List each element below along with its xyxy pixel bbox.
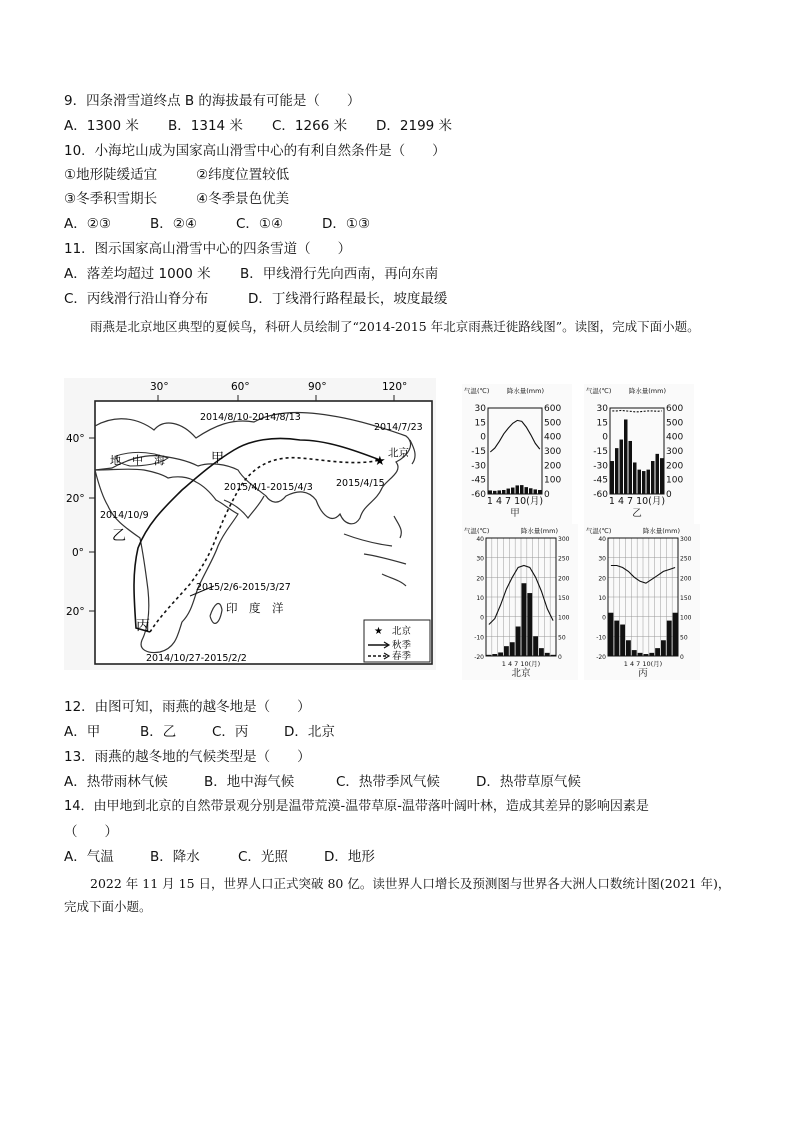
- legend-star-icon: ★: [374, 626, 383, 637]
- q10-statement-2: ②纬度位置较低: [196, 167, 290, 183]
- place-mediterranean: 地 中 海: [110, 454, 165, 467]
- chart_jia-temp-tick: 0: [480, 432, 486, 443]
- q10-statement-1: ①地形陡缓适宜: [64, 167, 158, 183]
- chart_bing-temp-tick: -20: [596, 654, 606, 661]
- q10-option-b[interactable]: B．②④: [150, 216, 197, 232]
- chart_yi-temp-axis-title: 气温(℃): [586, 387, 612, 395]
- q10-option-a[interactable]: A．②③: [64, 216, 111, 232]
- chart_beijing-precip-bar: [533, 636, 538, 656]
- beijing-star-icon: ★: [374, 454, 386, 469]
- q9-option-d[interactable]: D．2199 米: [376, 118, 453, 134]
- chart_bing-precip-bar: [609, 613, 614, 656]
- chart_yi-precip-bar: [624, 419, 628, 494]
- chart_jia-precip-bar: [520, 485, 524, 494]
- chart_beijing-temp-tick: 0: [480, 614, 484, 622]
- chart_jia-precip-tick: 100: [544, 475, 562, 486]
- q9-stem: 9．四条滑雪道终点 B 的海拔最有可能是（ ）: [64, 93, 361, 109]
- chart_beijing-precip-tick: 150: [558, 595, 570, 602]
- chart_bing-precip-axis-title: 降水量(mm): [642, 527, 680, 535]
- chart_jia-temp-tick: -45: [471, 475, 486, 486]
- chart_jia-precip-bar: [489, 490, 493, 494]
- chart_jia-precip-bar: [498, 490, 502, 494]
- q10-statement-3: ③冬季积雪期长: [64, 191, 158, 207]
- q12-option-d[interactable]: D．北京: [284, 724, 335, 740]
- q13-stem: 13．雨燕的越冬地的气候类型是（ ）: [64, 749, 311, 765]
- legend-beijing: 北京: [392, 626, 412, 637]
- chart_jia-precip-bar: [507, 489, 511, 494]
- chart_yi-precip-tick: 0: [666, 490, 672, 500]
- chart_bing-precip-bar: [614, 621, 619, 656]
- q10-statement-4: ④冬季景色优美: [196, 191, 290, 207]
- q11-option-d[interactable]: D．丁线滑行路程最长，坡度最缓: [248, 291, 448, 307]
- chart_jia-precip-bar: [525, 487, 529, 494]
- chart_beijing-precip-bar: [504, 646, 509, 656]
- chart_jia-precip-tick: 500: [544, 418, 562, 429]
- chart_bing-precip-bar: [638, 653, 643, 656]
- place-indian-ocean: 印 度 洋: [226, 601, 284, 615]
- chart_yi-precip-bar: [647, 470, 651, 494]
- chart_bing-temp-tick: 10: [598, 595, 606, 602]
- lat-label-40n: 40°: [66, 433, 85, 445]
- q11-stem: 11．图示国家高山滑雪中心的四条雪道（ ）: [64, 241, 352, 257]
- date-label-4: 2015/4/15: [336, 478, 385, 489]
- lat-label-20s: 20°: [66, 606, 85, 618]
- q12-option-b[interactable]: B．乙: [140, 724, 177, 740]
- chart_beijing-temp-tick: -20: [474, 654, 484, 661]
- lon-label-90: 90°: [308, 381, 327, 393]
- chart_bing-chart-name: 丙: [638, 668, 648, 679]
- chart_jia-precip-tick: 600: [544, 404, 562, 414]
- q13-option-c[interactable]: C．热带季风气候: [336, 774, 440, 790]
- place-bing: 丙: [136, 618, 150, 634]
- date-label-6: 2015/2/6-2015/3/27: [196, 582, 291, 593]
- chart_yi-precip-tick: 400: [666, 432, 684, 443]
- chart_bing-precip-bar: [626, 640, 631, 656]
- q14-answer-paren: （ ）: [64, 824, 118, 840]
- date-label-3: 2015/4/1-2015/4/3: [224, 482, 313, 493]
- climate-chart-yi: [584, 384, 694, 524]
- chart_bing-temp-tick: 0: [602, 614, 606, 622]
- chart_jia-precip-bar: [534, 489, 538, 494]
- q13-option-d[interactable]: D．热带草原气候: [476, 774, 581, 790]
- chart_beijing-precip-bar: [539, 648, 544, 656]
- q14-stem: 14．由甲地到北京的自然带景观分别是温带荒漠-温带草原-温带落叶阔叶林，造成其差异的影响因素是: [64, 799, 649, 814]
- q11-option-c[interactable]: C．丙线滑行沿山脊分布: [64, 291, 209, 307]
- chart_jia-precip-tick: 400: [544, 432, 562, 443]
- chart_yi-temp-tick: -60: [593, 490, 608, 500]
- chart_yi-precip-tick: 300: [666, 447, 684, 457]
- q14-option-b[interactable]: B．降水: [150, 849, 200, 865]
- chart_beijing-temp-tick: 20: [476, 575, 484, 583]
- chart_beijing-precip-tick: 50: [558, 634, 566, 642]
- chart_jia-precip-bar: [502, 490, 506, 494]
- place-yi: 乙: [112, 528, 126, 544]
- chart_bing-temp-tick: 40: [598, 536, 606, 543]
- chart_beijing-precip-bar: [522, 583, 527, 656]
- chart_bing-temp-tick: -10: [596, 634, 606, 642]
- chart_beijing-precip-axis-title: 降水量(mm): [520, 527, 558, 535]
- chart_beijing-temp-tick: 40: [476, 536, 484, 543]
- chart_jia-temp-tick: 15: [474, 418, 486, 429]
- q10-options: [64, 215, 370, 233]
- chart_jia-precip-axis-title: 降水量(mm): [506, 387, 544, 395]
- chart_bing-precip-bar: [632, 650, 637, 656]
- q10-statements-row2: [64, 190, 289, 208]
- chart_bing-precip-bar: [649, 653, 654, 656]
- chart_jia-precip-tick: 300: [544, 447, 562, 457]
- q11-option-b[interactable]: B．甲线滑行先向西南，再向东南: [240, 266, 439, 282]
- place-jia: 甲: [211, 451, 225, 466]
- chart_bing-temp-axis-title: 气温(℃): [586, 527, 612, 535]
- place-beijing: 北京: [388, 447, 409, 459]
- chart_jia-temp-tick: 30: [474, 404, 486, 414]
- chart_jia-precip-tick: 0: [544, 490, 550, 500]
- chart_yi-chart-name: 乙: [632, 508, 642, 519]
- chart_yi-precip-bar: [620, 440, 624, 494]
- chart_jia-month-axis: 1 4 7 10(月): [486, 496, 544, 507]
- chart_bing-precip-tick: 300: [680, 536, 692, 543]
- chart_bing-precip-bar: [673, 613, 678, 656]
- chart_beijing-precip-tick: 100: [558, 614, 570, 622]
- lon-label-120: 120°: [382, 381, 408, 393]
- q12-options: [64, 723, 335, 741]
- chart_yi-precip-bar: [642, 471, 646, 494]
- chart_beijing-temp-tick: 30: [476, 555, 484, 563]
- date-label-5: 2014/10/9: [100, 510, 149, 521]
- lat-label-20n: 20°: [66, 493, 85, 505]
- chart_bing-precip-tick: 150: [680, 595, 692, 602]
- chart_yi-temp-tick: -15: [593, 447, 608, 457]
- climate-chart-beijing: [462, 524, 578, 680]
- chart_yi-precip-bar: [629, 441, 633, 494]
- climate-chart-bing: [584, 524, 700, 680]
- q9-options: [64, 117, 452, 135]
- q9-option-a[interactable]: A．1300 米: [64, 118, 139, 134]
- legend-spring: 春季: [392, 651, 412, 662]
- chart_bing-month-axis: 1 4 7 10(月): [623, 660, 663, 668]
- q14-option-d[interactable]: D．地形: [324, 849, 375, 865]
- chart_yi-temp-tick: 0: [602, 432, 608, 443]
- swift-migration-map: [64, 378, 436, 670]
- q11-option-a[interactable]: A．落差均超过 1000 米: [64, 266, 211, 282]
- chart_yi-precip-bar: [633, 462, 637, 494]
- chart_yi-precip-tick: 500: [666, 418, 684, 429]
- chart_jia-precip-bar: [516, 485, 520, 494]
- chart_yi-precip-tick: 100: [666, 475, 684, 486]
- q9-option-c[interactable]: C．1266 米: [272, 118, 348, 134]
- chart_yi-precip-tick: 600: [666, 404, 684, 414]
- chart_jia-chart-name: 甲: [510, 508, 520, 519]
- lon-label-30: 30°: [150, 381, 169, 393]
- lat-label-0: 0°: [72, 547, 84, 559]
- chart_bing-precip-tick: 200: [680, 575, 692, 583]
- q10-option-d[interactable]: D．①③: [322, 216, 371, 232]
- q10-option-c[interactable]: C．①④: [236, 216, 284, 232]
- chart_jia-temp-axis-title: 气温(℃): [464, 387, 490, 395]
- climate-chart-jia: [462, 384, 572, 524]
- chart_jia-precip-bar: [493, 491, 497, 494]
- chart_yi-precip-bar: [615, 448, 619, 494]
- chart_beijing-precip-tick: 200: [558, 575, 570, 583]
- chart_jia-temp-tick: -15: [471, 447, 486, 457]
- date-label-7: 2014/10/27-2015/2/2: [146, 653, 247, 664]
- chart_yi-temp-tick: -45: [593, 475, 608, 486]
- chart_yi-precip-bar: [638, 470, 642, 494]
- q11-options-row1: [64, 265, 438, 283]
- q10-statements-row1: [64, 166, 289, 184]
- chart_bing-temp-tick: 30: [598, 555, 606, 563]
- q12-stem: 12．由图可知，雨燕的越冬地是（ ）: [64, 699, 311, 715]
- chart_beijing-precip-bar: [516, 627, 521, 657]
- q13-option-a[interactable]: A．热带雨林气候: [64, 774, 168, 790]
- chart_yi-precip-bar: [651, 461, 655, 494]
- chart_jia-precip-bar: [529, 488, 533, 494]
- legend-autumn: 秋季: [392, 640, 412, 651]
- chart_jia-precip-bar: [538, 490, 542, 494]
- chart_jia-precip-tick: 200: [544, 461, 562, 472]
- date-label-2: 2014/7/23: [374, 422, 423, 433]
- q14-options: [64, 848, 375, 866]
- chart_beijing-precip-bar: [551, 655, 556, 656]
- chart_bing-precip-bar: [667, 621, 672, 656]
- chart_beijing-precip-bar: [545, 653, 550, 656]
- chart_bing-temp-tick: 20: [598, 575, 606, 583]
- chart_bing-precip-tick: 50: [680, 634, 688, 642]
- chart_beijing-precip-bar: [498, 652, 503, 656]
- chart_bing-precip-bar: [661, 640, 666, 656]
- chart_beijing-month-axis: 1 4 7 10(月): [501, 660, 541, 668]
- chart_jia-temp-tick: -60: [471, 490, 486, 500]
- map-legend: [364, 620, 430, 662]
- chart_jia-temp-tick: -30: [471, 461, 486, 472]
- intro-swift-migration: 雨燕是北京地区典型的夏候鸟，科研人员绘制了“2014-2015 年北京雨燕迁徙路线图”。读图，完成下面小题。: [90, 319, 700, 334]
- date-label-1: 2014/8/10-2014/8/13: [200, 412, 301, 423]
- chart_beijing-precip-tick: 250: [558, 555, 570, 563]
- q11-options-row2: [64, 290, 447, 308]
- chart_yi-precip-bar: [611, 461, 615, 494]
- chart_bing-precip-bar: [655, 648, 660, 656]
- chart_beijing-precip-tick: 0: [558, 654, 562, 661]
- lon-label-60: 60°: [231, 381, 250, 393]
- q13-options: [64, 773, 581, 791]
- chart_beijing-precip-bar: [492, 654, 497, 656]
- q14-option-c[interactable]: C．光照: [238, 849, 288, 865]
- chart_beijing-chart-name: 北京: [511, 668, 531, 679]
- chart_yi-precip-axis-title: 降水量(mm): [628, 387, 666, 395]
- chart_beijing-precip-tick: 300: [558, 536, 570, 543]
- chart_yi-temp-tick: -30: [593, 461, 608, 472]
- chart_yi-precip-tick: 200: [666, 461, 684, 472]
- chart_beijing-precip-bar: [510, 642, 515, 656]
- chart_yi-month-axis: 1 4 7 10(月): [608, 496, 666, 507]
- q10-stem: 10．小海坨山成为国家高山滑雪中心的有利自然条件是（ ）: [64, 143, 446, 159]
- chart_bing-precip-tick: 100: [680, 614, 692, 622]
- chart_beijing-precip-bar: [487, 655, 492, 656]
- chart_bing-precip-tick: 0: [680, 654, 684, 661]
- chart_beijing-precip-bar: [527, 593, 532, 656]
- chart_yi-temp-tick: 15: [596, 418, 608, 429]
- q13-option-b[interactable]: B．地中海气候: [204, 774, 295, 790]
- q12-option-a[interactable]: A．甲: [64, 724, 101, 740]
- chart_jia-precip-bar: [511, 488, 515, 494]
- chart_beijing-temp-axis-title: 气温(℃): [464, 527, 490, 535]
- chart_yi-precip-bar: [660, 458, 664, 494]
- q14-option-a[interactable]: A．气温: [64, 849, 114, 865]
- chart_bing-precip-bar: [620, 625, 625, 656]
- chart_beijing-temp-tick: 10: [476, 595, 484, 602]
- q12-option-c[interactable]: C．丙: [212, 724, 249, 740]
- chart_bing-precip-bar: [644, 654, 649, 656]
- chart_yi-temp-tick: 30: [596, 404, 608, 414]
- chart_beijing-temp-tick: -10: [474, 634, 484, 642]
- chart_yi-precip-bar: [656, 454, 660, 494]
- intro-world-population: 2022 年 11 月 15 日，世界人口正式突破 80 亿。读世界人口增长及预测图与世界各大洲人口数统计图(2021 年)，完成下面小题。: [64, 876, 731, 914]
- q9-option-b[interactable]: B．1314 米: [168, 118, 243, 134]
- chart_bing-precip-tick: 250: [680, 555, 692, 563]
